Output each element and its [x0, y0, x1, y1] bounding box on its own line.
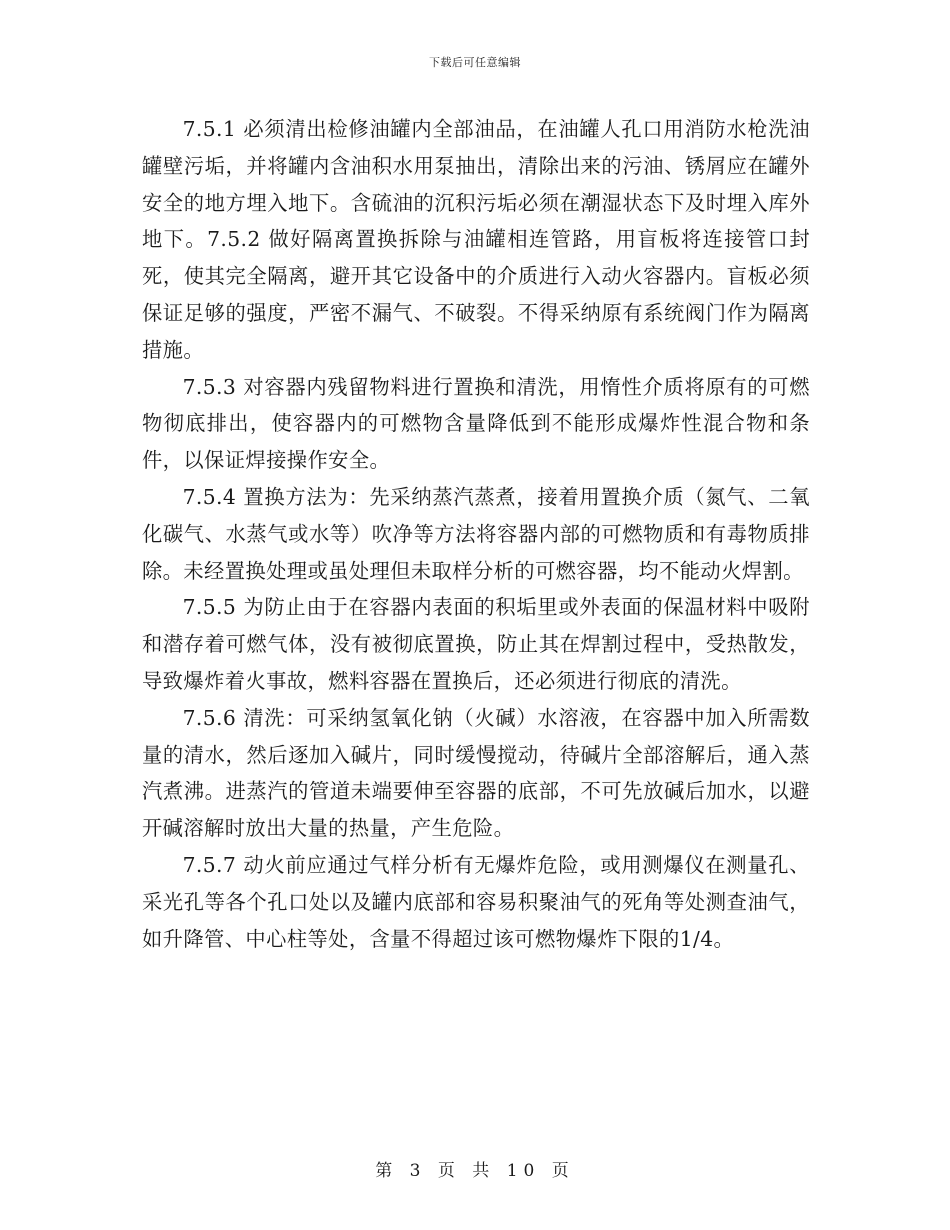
page-number: 第 3 页 共 10 页	[375, 1161, 575, 1181]
page-header: 下载后可任意编辑	[429, 56, 521, 69]
paragraph-7-5-1: 7.5.1 必须清出检修油罐内全部油品，在油罐人孔口用消防水枪洗油罐壁污垢，并将罐内含油积水用泵抽出，清除出来的污油、锈屑应在罐外安全的地方埋入地下。含硫油的沉积污垢必须在潮湿状态下及时埋入库外地下。7.5.2 做好隔离置换拆除与油罐相连管路，用盲板将连接管口封死，使其完全隔离，避开其它设备中的介质进行入动火容器内。盲板必须保证足够的强度，严密不漏气、不破裂。不得采纳原有系统阀门作为隔离措施。	[142, 117, 810, 362]
paragraph-7-5-4: 7.5.4 置换方法为：先采纳蒸汽蒸煮，接着用置换介质（氮气、二氧化碳气、水蒸气或水等）吹净等方法将容器内部的可燃物质和有毒物质排除。未经置换处理或虽处理但未取样分析的可燃容器，均不能动火焊割。	[142, 484, 810, 583]
paragraph-7-5-6: 7.5.6 清洗：可采纳氢氧化钠（火碱）水溶液，在容器中加入所需数量的清水，然后逐加入碱片，同时缓慢搅动，待碱片全部溶解后，通入蒸汽煮沸。进蒸汽的管道未端要伸至容器的底部，不可先放碱后加水，以避开碱溶解时放出大量的热量，产生危险。	[142, 705, 810, 841]
paragraph-7-5-7: 7.5.7 动火前应通过气样分析有无爆炸危险，或用测爆仪在测量孔、采光孔等各个孔口处以及罐内底部和容易积聚油气的死角等处测查油气，如升降管、中心柱等处，含量不得超过该可燃物爆炸下限的1/4。	[142, 852, 810, 951]
document-body	[142, 111, 810, 957]
paragraph-7-5-5: 7.5.5 为防止由于在容器内表面的积垢里或外表面的保温材料中吸附和潜存着可燃气体，没有被彻底置换，防止其在焊割过程中，受热散发，导致爆炸着火事故，燃料容器在置换后，还必须进行彻底的清洗。	[142, 595, 810, 693]
paragraph-7-5-3: 7.5.3 对容器内残留物料进行置换和清洗，用惰性介质将原有的可燃物彻底排出，使容器内的可燃物含量降低到不能形成爆炸性混合物和条件，以保证焊接操作安全。	[142, 374, 810, 473]
